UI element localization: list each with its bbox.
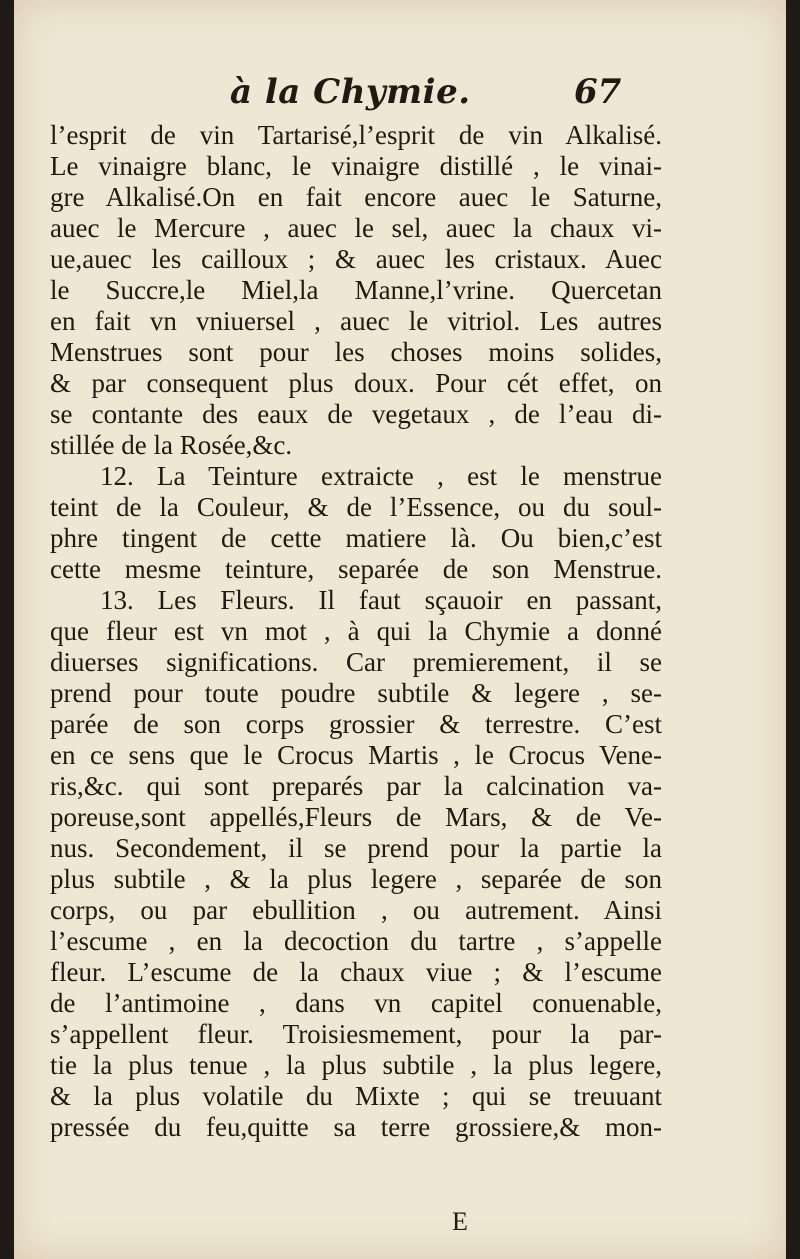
text-line: que fleur est vn mot , à qui la Chymie a donné [50, 616, 662, 646]
text-line: parée de son corps grossier & terrestre. C’est [50, 709, 662, 739]
text-line: auec le Mercure , auec le sel, auec la chaux vi- [50, 213, 662, 243]
text-line: stillée de la Rosée,&c. [50, 430, 293, 460]
text-line: & par consequent plus doux. Pour cét effet, on [50, 368, 662, 398]
text-line: plus subtile , & la plus legere , separée de son [50, 864, 662, 894]
text-line: ue,auec les cailloux ; & auec les cristaux. Auec [50, 244, 662, 274]
text-line: prend pour toute poudre subtile & legere , se- [50, 678, 662, 708]
text-line: pressée du feu,quitte sa terre grossiere,& mon- [50, 1112, 662, 1142]
text-line: le Succre,le Miel,la Manne,l’vrine. Quercetan [50, 275, 662, 305]
text-line: ris,&c. qui sont preparés par la calcination va- [50, 771, 662, 801]
body-text [50, 120, 662, 1143]
text-line: teint de la Couleur, & de l’Essence, ou du soul- [50, 492, 662, 522]
running-title: à la Chymie. [230, 72, 471, 112]
book-page [14, 0, 786, 1259]
text-line: 13. Les Fleurs. Il faut sçauoir en passant, [100, 585, 662, 615]
text-line: s’appellent fleur. Troisiesmement, pour la par- [50, 1019, 662, 1049]
text-line: se contante des eaux de vegetaux , de l’eau di- [50, 399, 662, 429]
page-header [14, 72, 786, 122]
text-line: gre Alkalisé.On en fait encore auec le Saturne, [50, 182, 662, 212]
text-line: en fait vn vniuersel , auec le vitriol. Les autres [50, 306, 662, 336]
text-line: cette mesme teinture, separée de son Menstrue. [50, 554, 662, 584]
text-line: fleur. L’escume de la chaux viue ; & l’escume [50, 957, 662, 987]
text-line: corps, ou par ebullition , ou autrement. Ainsi [50, 895, 662, 925]
text-line: l’esprit de vin Tartarisé,l’esprit de vin Alkalisé. [50, 120, 662, 150]
text-line: Le vinaigre blanc, le vinaigre distillé , le vinai- [50, 151, 662, 181]
text-line: phre tingent de cette matiere là. Ou bien,c’est [50, 523, 662, 553]
text-line: nus. Secondement, il se prend pour la partie la [50, 833, 662, 863]
text-line: Menstrues sont pour les choses moins solides, [50, 337, 662, 367]
text-line: tie la plus tenue , la plus subtile , la plus legere, [50, 1050, 662, 1080]
text-line: l’escume , en la decoction du tartre , s’appelle [50, 926, 662, 956]
text-line: diuerses significations. Car premierement, il se [50, 647, 662, 677]
text-line: en ce sens que le Crocus Martis , le Crocus Vene- [50, 740, 662, 770]
text-line: 12. La Teinture extraicte , est le menstrue [100, 461, 662, 491]
page-number: 67 [574, 72, 622, 112]
text-line: de l’antimoine , dans vn capitel conuenable, [50, 988, 662, 1018]
signature-mark: E [452, 1207, 468, 1236]
text-line: poreuse,sont appellés,Fleurs de Mars, & de Ve- [50, 802, 662, 832]
text-line: & la plus volatile du Mixte ; qui se treuuant [50, 1081, 662, 1111]
